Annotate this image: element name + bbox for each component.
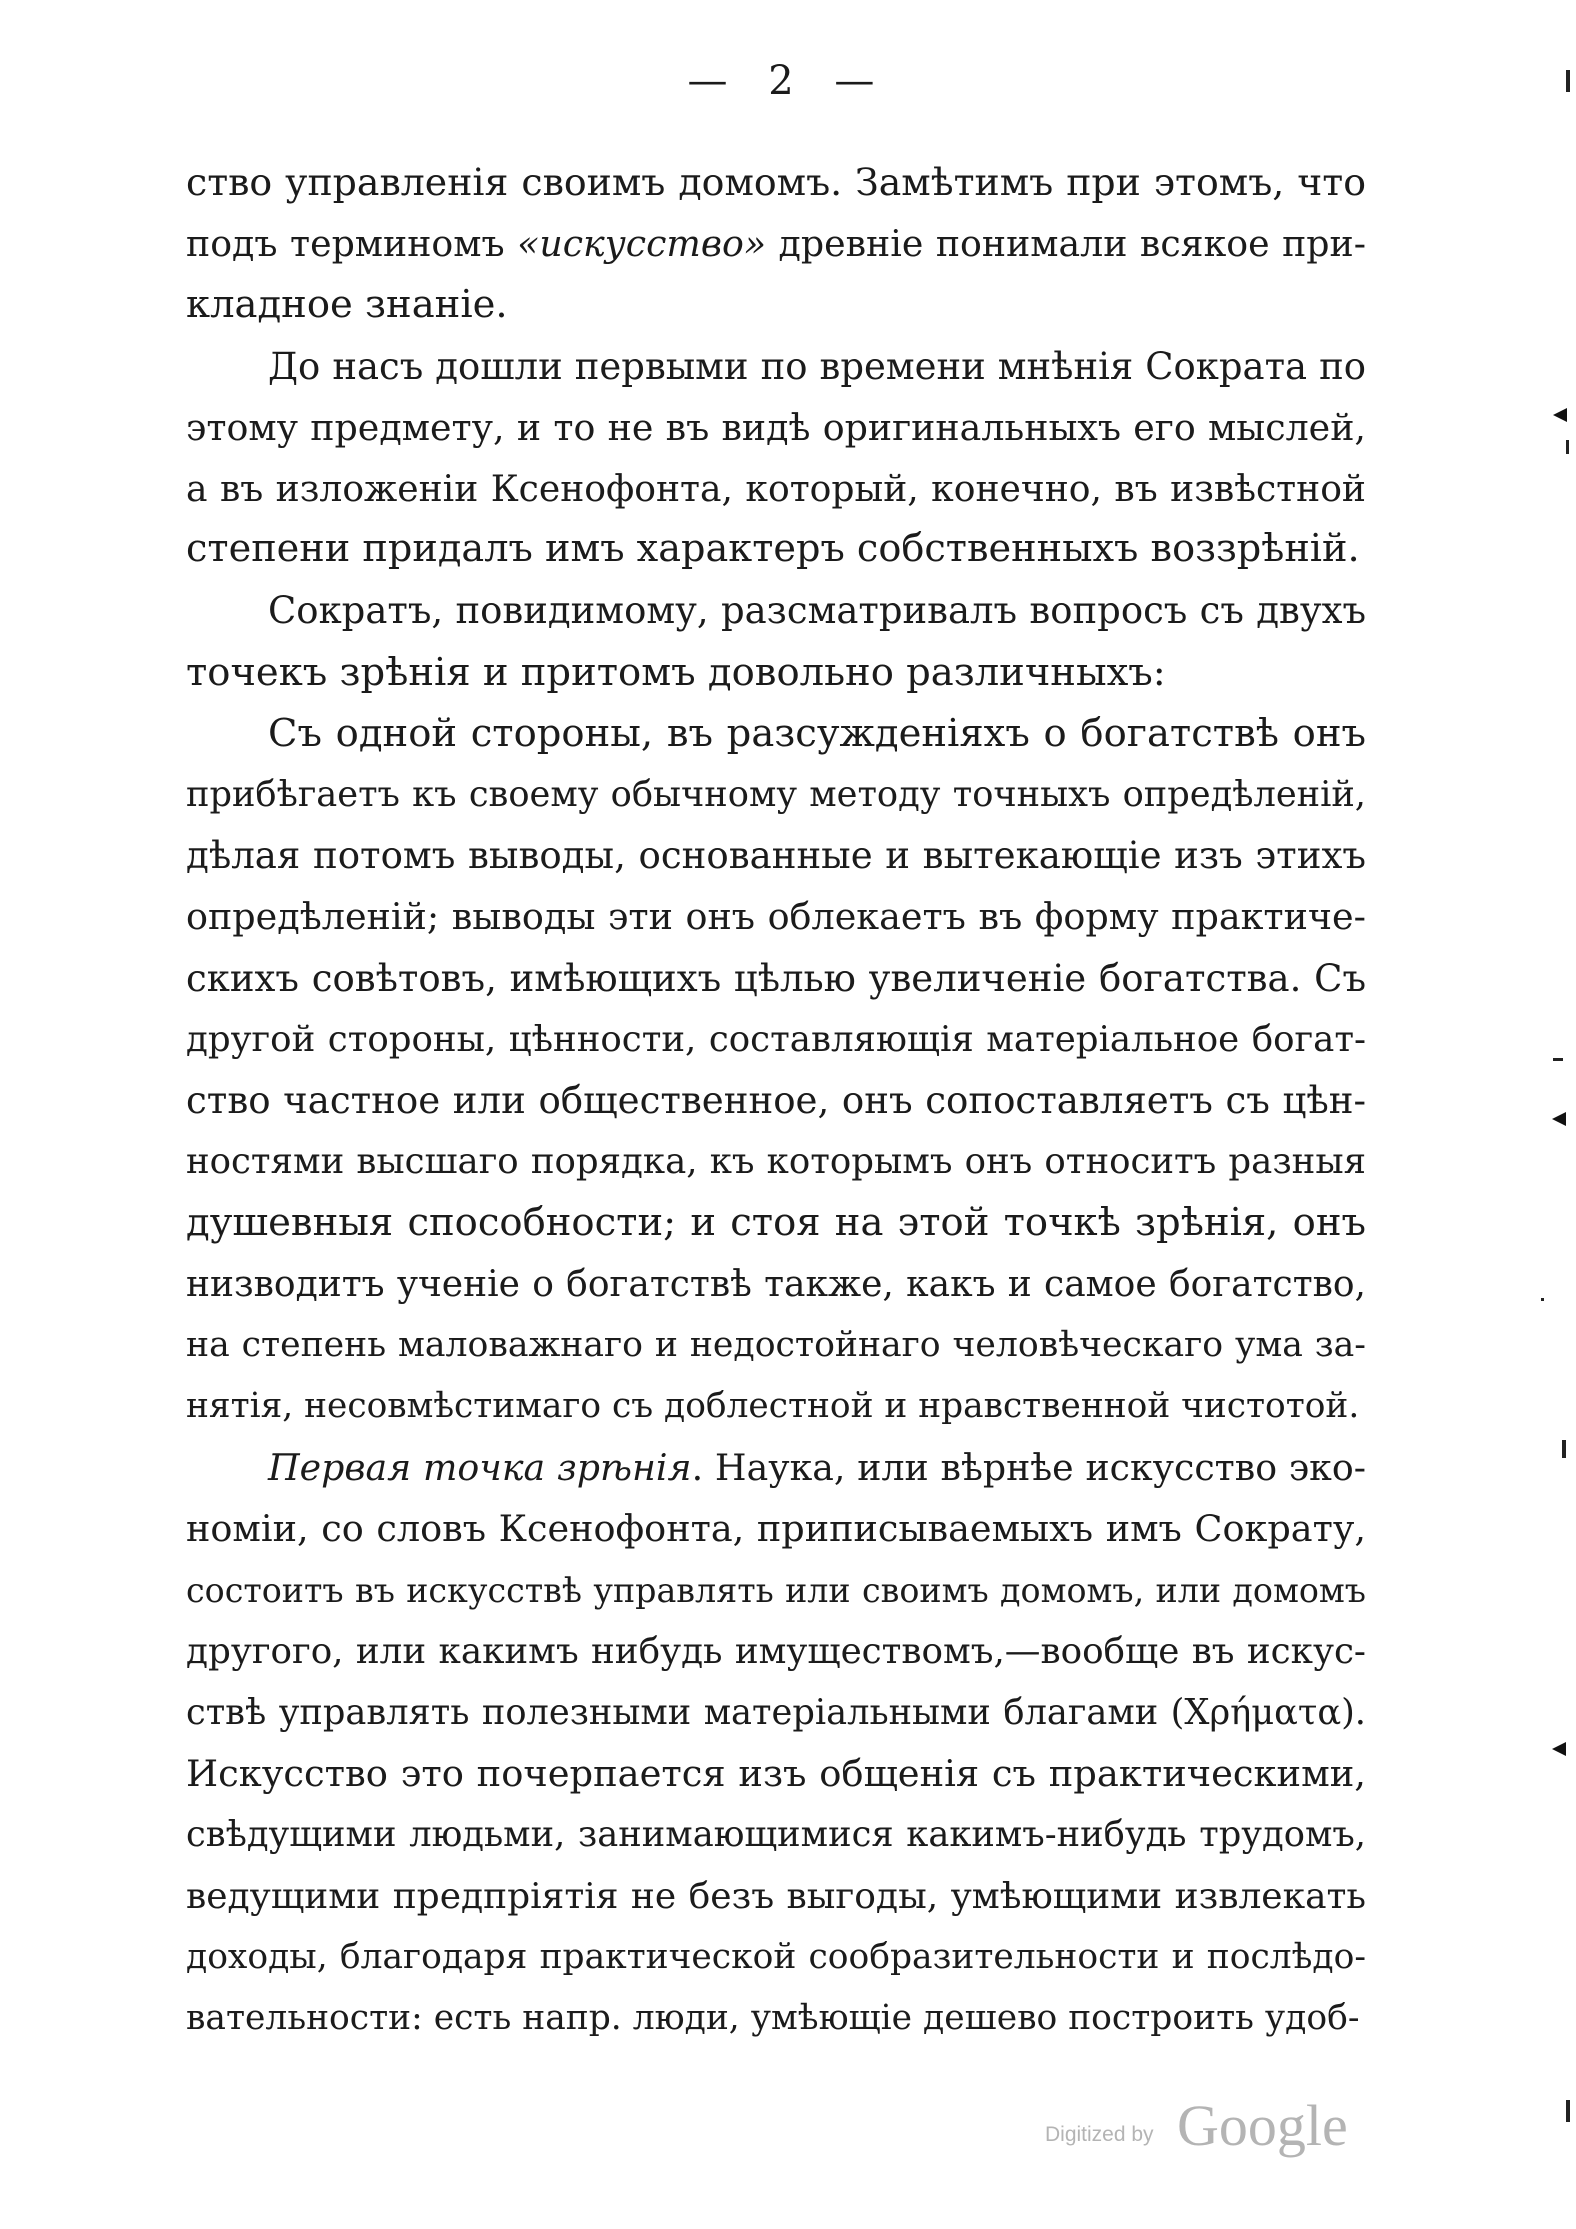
text-segment: скихъ совѣтовъ, имѣющихъ цѣлью увеличеніе богатства. Съ (186, 956, 1366, 1000)
text-line (186, 703, 1366, 764)
text-segment: душевныя способности; и стоя на этой точкѣ зрѣнія, онъ (186, 1200, 1366, 1246)
text-line (186, 764, 1366, 825)
scan-mark (1562, 1440, 1566, 1458)
text-segment: Сократъ, повидимому, разсматривалъ вопросъ съ двухъ (268, 589, 1366, 633)
text-line (186, 397, 1366, 458)
text-segment: доходы, благодаря практической сообразительности и послѣдо- (186, 1936, 1366, 1977)
text-line (186, 1192, 1366, 1253)
text-line (186, 1560, 1366, 1621)
text-segment: Искусство это почерпается изъ общенія съ практическими, (186, 1752, 1366, 1796)
text-segment: другой стороны, цѣнности, составляющія матеріальное богат- (186, 1018, 1366, 1060)
text-line (186, 1927, 1366, 1988)
text-line (186, 948, 1366, 1009)
text-segment: ство частное или общественное, онъ сопоставляетъ съ цѣн- (186, 1079, 1366, 1123)
text-line (186, 1743, 1366, 1804)
text-line (186, 1009, 1366, 1070)
text-segment: этому предмету, и то не въ видѣ оригинальныхъ его мыслей, (186, 405, 1366, 449)
text-segment: точекъ зрѣнія и притомъ довольно различныхъ: (186, 649, 1166, 695)
paragraph (186, 152, 1366, 336)
text-line (186, 1804, 1366, 1865)
text-segment: ствѣ управлять полезными матеріальными благами (Χρήματα). (186, 1692, 1366, 1734)
scan-mark (1541, 1298, 1544, 1301)
text-line (186, 213, 1366, 274)
text-segment: свѣдущими людьми, занимающимися какимъ-нибудь трудомъ, (186, 1814, 1366, 1856)
text-segment: . Наука, или вѣрнѣе искусство эко- (691, 1446, 1366, 1490)
text-segment: кладное знаніе. (186, 282, 508, 328)
text-line (186, 1621, 1366, 1682)
google-logo: Google (1177, 2093, 1348, 2158)
scan-mark (1552, 1112, 1566, 1126)
body-text (186, 152, 1366, 2049)
emphasis: «искусство» (517, 222, 767, 266)
text-line (186, 580, 1366, 641)
text-segment: Съ одной стороны, въ разсужденіяхъ о богатствѣ онъ (268, 710, 1366, 756)
watermark-prefix: Digitized by (1045, 2123, 1154, 2146)
text-segment: на степень маловажнаго и недостойнаго человѣческаго ума за- (186, 1324, 1366, 1365)
text-line (186, 274, 1366, 335)
text-line (186, 825, 1366, 886)
scan-mark (1552, 1742, 1566, 1756)
text-line (186, 1437, 1366, 1498)
text-line (186, 1682, 1366, 1743)
text-segment: ностями высшаго порядка, къ которымъ онъ относитъ разныя (186, 1141, 1366, 1183)
text-segment: низводитъ ученіе о богатствѣ также, какъ и самое богатство, (186, 1263, 1366, 1305)
scan-mark (1553, 408, 1567, 422)
scan-mark (1553, 1058, 1563, 1061)
text-line (186, 1254, 1366, 1315)
text-segment: опредѣленій; выводы эти онъ облекаетъ въ форму практиче- (186, 895, 1366, 939)
paragraph (186, 336, 1366, 581)
text-line (186, 458, 1366, 519)
text-segment: а въ изложеніи Ксенофонта, который, конечно, въ извѣстной (186, 467, 1366, 511)
scan-mark (1566, 70, 1570, 92)
text-segment: древніе понимали всякое при- (766, 222, 1367, 266)
paragraph (186, 580, 1366, 702)
text-line (186, 886, 1366, 947)
digitized-by-google-watermark (1045, 2085, 1365, 2158)
text-line (186, 1070, 1366, 1131)
text-line (186, 152, 1366, 213)
emphasis: Первая точка зрѣнія (268, 1446, 692, 1490)
text-line (186, 1866, 1366, 1927)
text-segment: другого, или какимъ нибудь имуществомъ,—вообще въ искус- (186, 1630, 1366, 1672)
text-segment: дѣлая потомъ выводы, основанные и вытекающіе изъ этихъ (186, 834, 1366, 878)
text-line (186, 1498, 1366, 1559)
text-segment: подъ терминомъ (186, 222, 518, 266)
text-line (186, 1131, 1366, 1192)
text-line (186, 1988, 1366, 2049)
text-line (186, 336, 1366, 397)
text-segment: До насъ дошли первыми по времени мнѣнія Сократа по (268, 344, 1366, 388)
text-segment: степени придалъ имъ характеръ собственныхъ воззрѣній. (186, 527, 1360, 572)
text-segment: прибѣгаетъ къ своему обычному методу точныхъ опредѣленій, (186, 774, 1366, 816)
scan-mark (1566, 2100, 1570, 2122)
text-line (186, 519, 1366, 580)
scan-mark (1566, 440, 1569, 454)
paragraph (186, 703, 1366, 1437)
text-segment: номіи, со словъ Ксенофонта, приписываемыхъ имъ Сократу, (186, 1507, 1366, 1551)
text-line (186, 1315, 1366, 1376)
paragraph (186, 1437, 1366, 2049)
text-segment: нятія, несовмѣстимаго съ доблестной и нравственной чистотой. (186, 1386, 1360, 1427)
text-line (186, 642, 1366, 703)
text-segment: состоитъ въ искусствѣ управлять или своимъ домомъ, или домомъ (186, 1570, 1366, 1610)
text-segment: ведущими предпріятія не безъ выгоды, умѣющими извлекать (186, 1875, 1366, 1917)
text-segment: ство управленія своимъ домомъ. Замѣтимъ при этомъ, что (186, 160, 1366, 204)
page-number: — 2 — (687, 58, 889, 104)
text-segment: вательности: есть напр. люди, умѣющіе дешево построить удоб- (186, 1998, 1360, 2039)
text-line (186, 1376, 1366, 1437)
